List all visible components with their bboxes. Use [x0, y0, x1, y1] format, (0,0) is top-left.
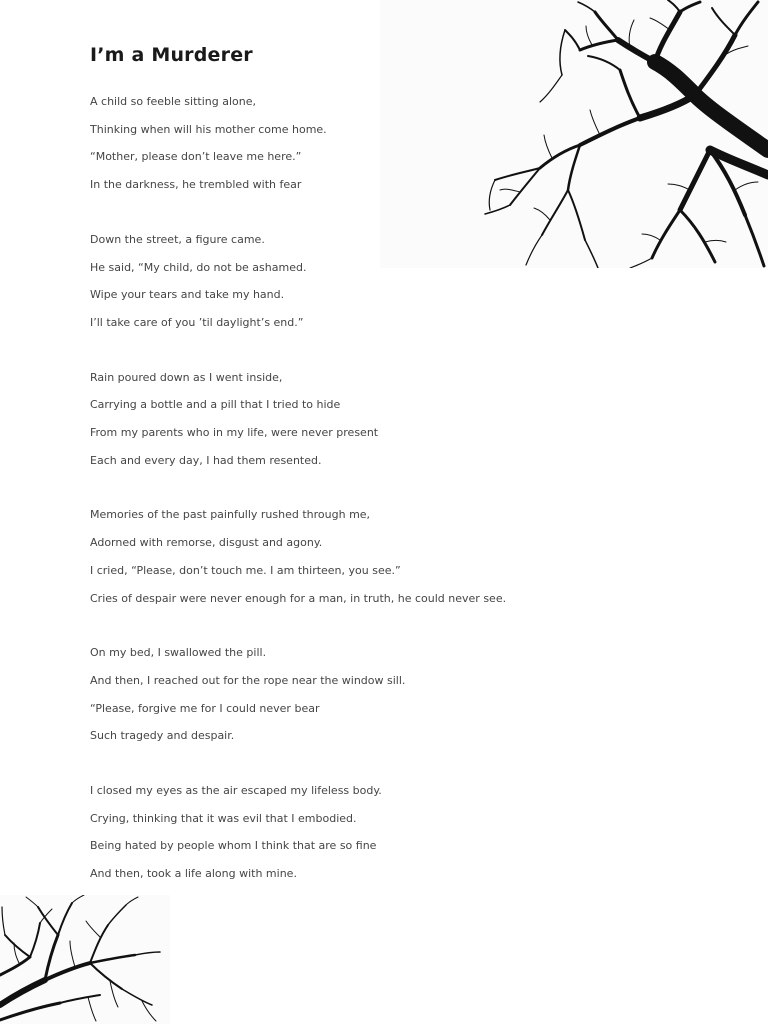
poem-line: He said, “My child, do not be ashamed. [90, 260, 307, 274]
poem-line: “Mother, please don’t leave me here.” [90, 150, 302, 164]
poem-line: Carrying a bottle and a pill that I tried to hide [90, 398, 341, 412]
poem-line: Cries of despair were never enough for a man, in truth, he could never see. [90, 591, 507, 605]
stanza [90, 88, 650, 199]
poem-line: Wipe your tears and take my hand. [90, 288, 285, 302]
poem-line: Thinking when will his mother come home. [90, 122, 327, 136]
poem-body [90, 88, 650, 915]
stanza [90, 364, 650, 475]
poem-line: Adorned with remorse, disgust and agony. [90, 536, 323, 550]
poem-line: And then, took a life along with mine. [90, 867, 297, 881]
poem-line: “Please, forgive me for I could never bear [90, 701, 320, 715]
poem-line: Crying, thinking that it was evil that I embodied. [90, 811, 357, 825]
poem-line: And then, I reached out for the rope near the window sill. [90, 673, 406, 687]
poem-line: I’ll take care of you ’til daylight’s end.” [90, 315, 304, 329]
stanza [90, 226, 650, 337]
poem-line: Down the street, a figure came. [90, 232, 265, 246]
poem-line: On my bed, I swallowed the pill. [90, 646, 267, 660]
poem-line: I cried, “Please, don’t touch me. I am thirteen, you see.” [90, 563, 401, 577]
poem-line: Being hated by people whom I think that are so fine [90, 839, 377, 853]
poem-line: Such tragedy and despair. [90, 729, 235, 743]
poem-line: In the darkness, he trembled with fear [90, 178, 302, 192]
stanza [90, 501, 650, 612]
poem-title: I’m a Murderer [90, 44, 253, 66]
stanza [90, 639, 650, 750]
poem-line: From my parents who in my life, were never present [90, 426, 379, 440]
poem-line: Memories of the past painfully rushed through me, [90, 508, 371, 522]
poem-line: I closed my eyes as the air escaped my lifeless body. [90, 784, 382, 798]
stanza [90, 777, 650, 888]
poem-line: Each and every day, I had them resented. [90, 453, 322, 467]
poem-line: Rain poured down as I went inside, [90, 370, 283, 384]
poem-line: A child so feeble sitting alone, [90, 95, 256, 108]
